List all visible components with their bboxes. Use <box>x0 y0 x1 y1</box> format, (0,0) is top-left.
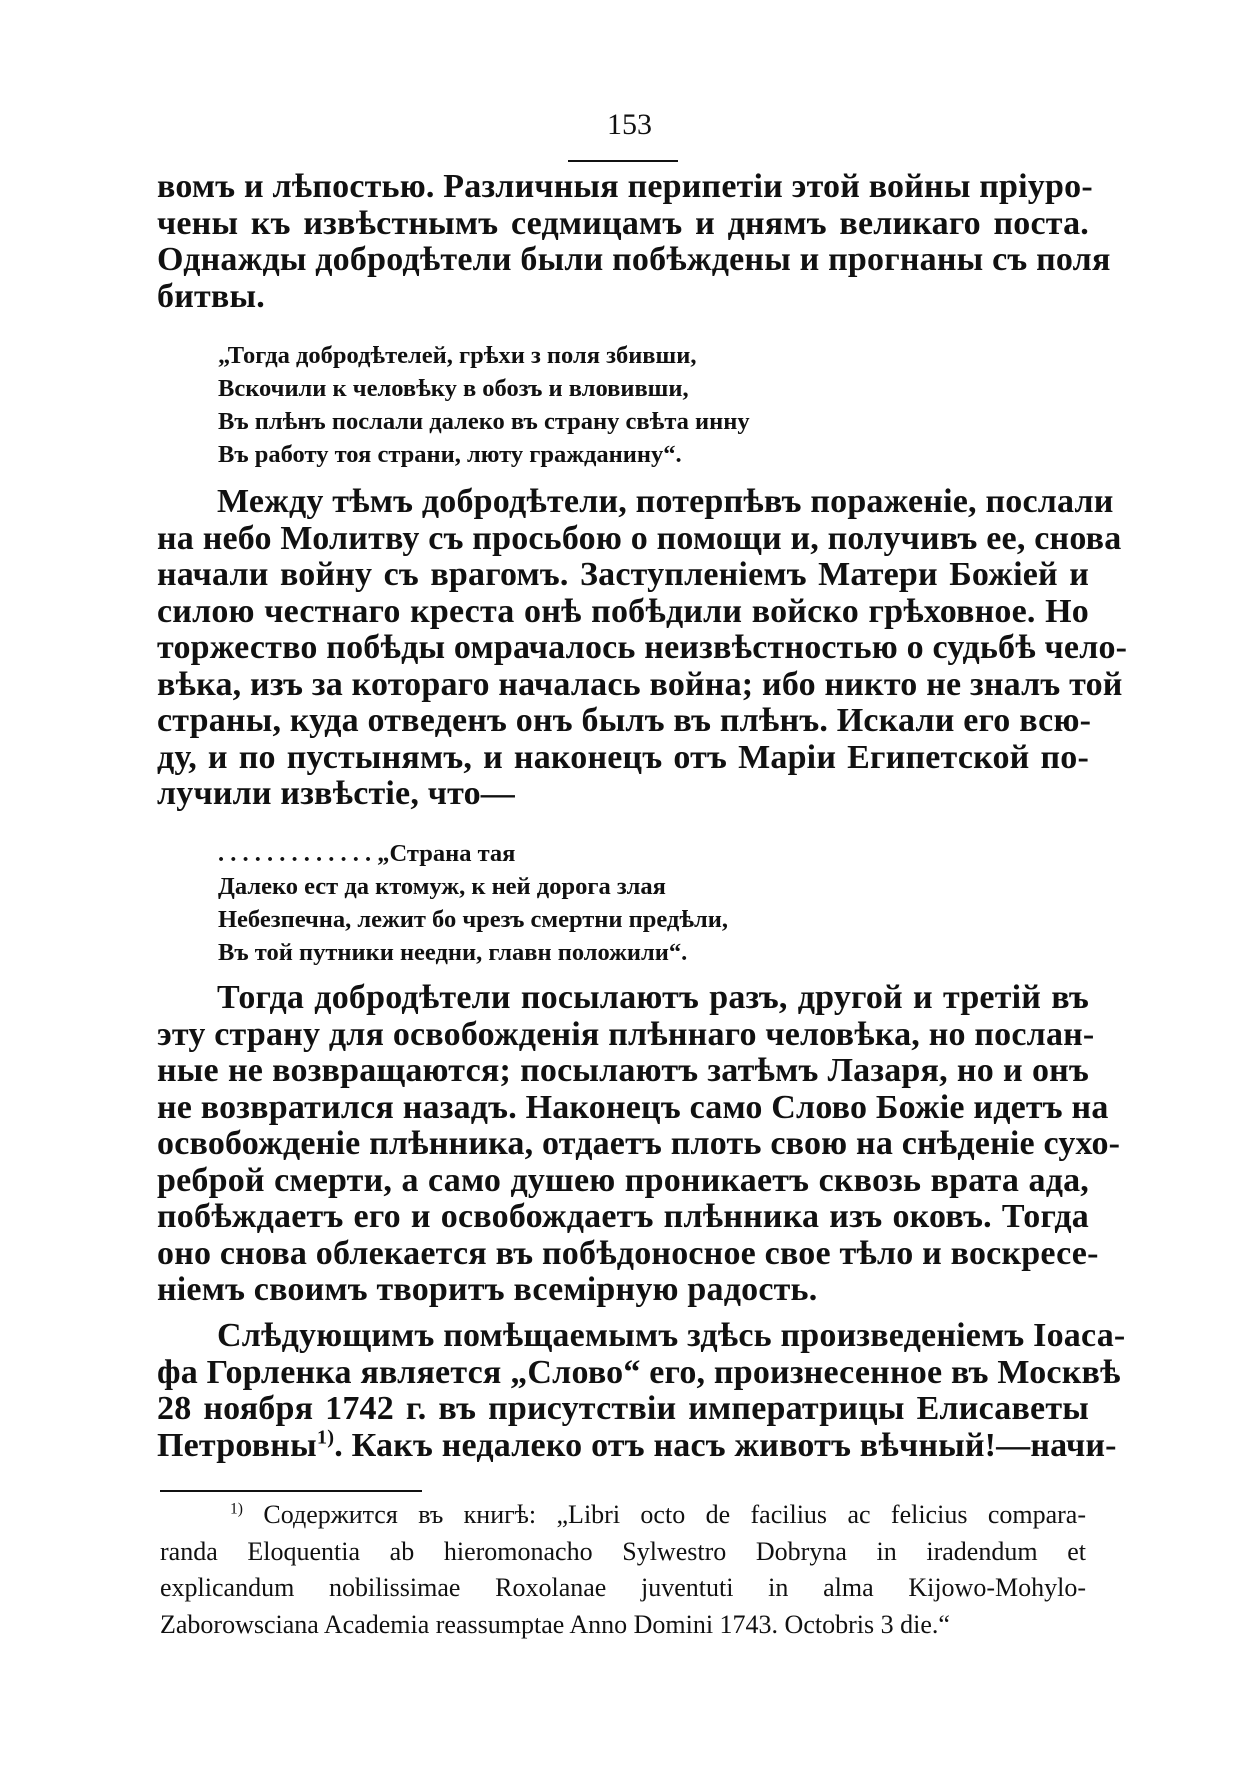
text-line: ніемъ своимъ творитъ всемірную радость. <box>157 1271 818 1308</box>
verse-line: Въ работу тоя страни, люту гражданину“. <box>218 441 682 468</box>
verse-line: . . . . . . . . . . . . . „Страна тая <box>218 840 516 867</box>
verse-line: Въ плѣнъ послали далеко въ страну свѣта инну <box>218 408 750 435</box>
text-line: чены къ извѣстнымъ седмицамъ и днямъ великаго поста. <box>157 204 1089 242</box>
footnote-line: explicandum nobilissimae Roxolanae juventuti in alma Kijowo-Mohylo- <box>160 1573 1086 1602</box>
text-line: на небо Молитву съ просьбою о помощи и, получивъ ее, снова <box>157 519 1122 557</box>
verse-line: „Тогда добродѣтелей, грѣхи з поля збивши, <box>218 342 697 369</box>
text-line: оно снова облекается въ побѣдоносное свое тѣло и воскресе- <box>157 1234 1099 1272</box>
text-line: реброй смерти, а само душею проникаетъ сквозь врата ада, <box>157 1161 1089 1199</box>
text-line: ду, и по пустынямъ, и наконецъ отъ Маріи Египетской по- <box>157 738 1089 776</box>
text-line: Между тѣмъ добродѣтели, потерпѣвъ пораженіе, послали <box>217 483 1114 520</box>
text-fragment: . Какъ недалеко отъ насъ животъ вѣчный!—начи- <box>334 1426 1117 1464</box>
paragraph-1 <box>157 168 1111 315</box>
text-line: 28 ноября 1742 г. въ присутствіи императрицы Елисаветы <box>157 1390 1089 1427</box>
text-line: начали войну съ врагомъ. Заступленіемъ Матери Божіей и <box>157 556 1089 593</box>
text-line: торжество побѣды омрачалось неизвѣстностью о судьбѣ чело- <box>157 629 1128 666</box>
verse-line: Вскочили к человѣку в обозъ и вловивши, <box>218 375 689 402</box>
verse-line: Небезпечна, лежит бо чрезъ смертни предѣли, <box>218 906 729 933</box>
text-line: не возвратился назадъ. Наконецъ само Слово Божіе идетъ на <box>157 1088 1109 1126</box>
text-line: освобожденіе плѣнника, отдаетъ плоть свою на снѣденіе сухо- <box>157 1125 1121 1162</box>
text-line: вѣка, изъ за котораго началась война; ибо никто не зналъ той <box>157 665 1123 703</box>
verse-line: Въ той путники неедни, главн положили“. <box>218 939 688 966</box>
text-line <box>157 1426 1117 1465</box>
verse-quote-2 <box>218 837 728 969</box>
text-line: вомъ и лѣпостью. Различныя перипетіи этой войны пріуро- <box>157 168 1093 205</box>
footnote-line: Zaborowsciana Academia reassumptae Anno Domini 1743. Octobris 3 die.“ <box>160 1609 950 1639</box>
paragraph-2 <box>157 483 1128 813</box>
text-line: лучили извѣстіе, что— <box>157 775 515 812</box>
text-line: Слѣдующимъ помѣщаемымъ здѣсь произведеніемъ Іоаса- <box>217 1317 1126 1354</box>
text-line: эту страну для освобожденія плѣннаго человѣка, но послан- <box>157 1015 1095 1053</box>
paragraph-3 <box>157 979 1121 1309</box>
text-line: страны, куда отведенъ онъ былъ въ плѣнъ. Искали его всю- <box>157 702 1092 739</box>
text-line: битвы. <box>157 277 265 315</box>
text-line: силою честнаго креста онѣ побѣдили войско грѣховное. Но <box>157 592 1089 630</box>
footnote-reference[interactable]: 1) <box>316 1426 335 1449</box>
page-number: 153 <box>607 108 652 141</box>
footnote <box>160 1497 1086 1643</box>
paragraph-4 <box>157 1317 1126 1464</box>
text-line: Тогда добродѣтели посылаютъ разъ, другой и третій въ <box>217 979 1089 1016</box>
footnote-rule <box>160 1490 422 1492</box>
verse-quote-1 <box>218 339 750 471</box>
text-fragment: Петровны <box>157 1426 317 1464</box>
footnote-marker: 1) <box>230 1500 243 1518</box>
text-line: побѣждаетъ его и освобождаетъ плѣнника изъ оковъ. Тогда <box>157 1198 1089 1235</box>
footnote-line: randa Eloquentia ab hieromonacho Sylwestro Dobryna in iradendum et <box>160 1536 1086 1566</box>
footnote-line <box>160 1497 1086 1534</box>
page-number-rule <box>568 160 678 162</box>
verse-line: Далеко ест да ктомуж, к ней дорога злая <box>218 873 666 900</box>
text-line: фа Горленка является „Слово“ его, произнесенное въ Москвѣ <box>157 1353 1121 1391</box>
text-line: ные не возвращаются; посылаютъ затѣмъ Лазаря, но и онъ <box>157 1052 1089 1089</box>
text-line: Однажды добродѣтели были побѣждены и прогнаны съ поля <box>157 241 1111 278</box>
footnote-text: Содержится въ книгѣ: „Libri octo de facilius ac felicius compara- <box>263 1500 1086 1529</box>
